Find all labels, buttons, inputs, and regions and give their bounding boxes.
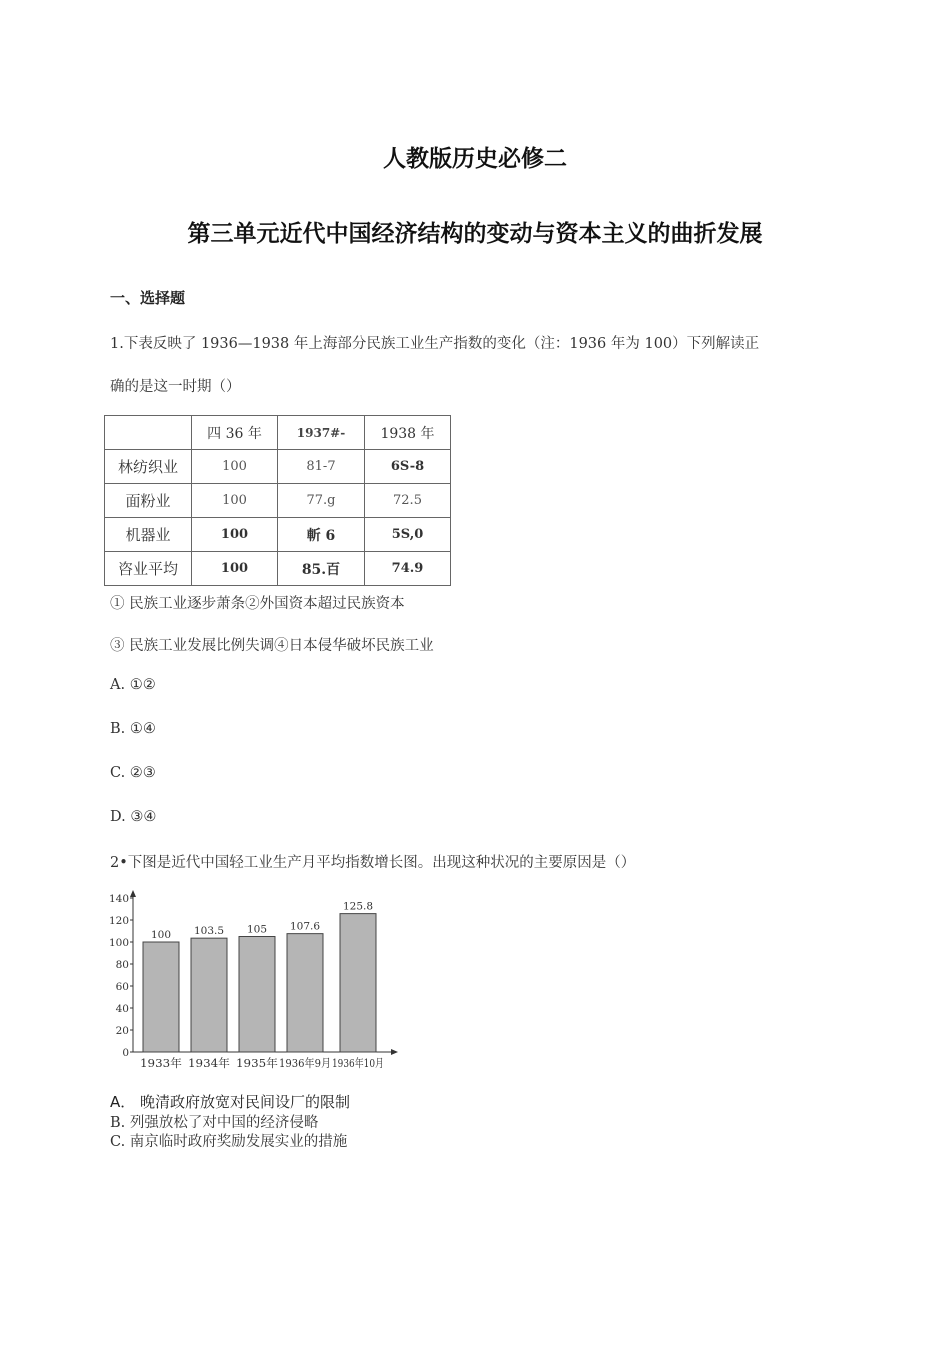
document-title: 人教版历史必修二 bbox=[383, 146, 567, 172]
q1-option-d[interactable]: D. ③④ bbox=[110, 809, 157, 825]
y-axis-arrow bbox=[130, 890, 136, 897]
q1-option-c[interactable]: C. ②③ bbox=[110, 765, 156, 781]
table-row bbox=[105, 518, 451, 552]
bar bbox=[340, 914, 376, 1052]
q1-option-b[interactable]: B. ①④ bbox=[110, 721, 156, 737]
section-heading: 一、选择题 bbox=[110, 289, 186, 307]
table-header-cell bbox=[105, 416, 192, 450]
x-tick-label: 1934年 bbox=[188, 1056, 231, 1070]
bar-value-label: 107.6 bbox=[289, 920, 321, 933]
q1-data-table bbox=[104, 415, 451, 586]
table-cell: 100 bbox=[192, 450, 278, 484]
y-tick-label: 80 bbox=[115, 959, 129, 971]
table-cell: 77.g bbox=[278, 484, 365, 518]
bar bbox=[239, 937, 275, 1053]
table-header-cell: 1937#- bbox=[278, 416, 365, 450]
table-cell: 斬 6 bbox=[278, 518, 365, 552]
y-tick-label: 20 bbox=[115, 1025, 129, 1037]
q2-stem: 2•下图是近代中国轻工业生产月平均指数增长图。出现这种状况的主要原因是（） bbox=[110, 855, 636, 871]
q1-stem-line1: 1.下表反映了 1936—1938 年上海部分民族工业生产指数的变化（注：1936 年为 100）下列解读正 bbox=[110, 336, 760, 352]
y-tick-label: 0 bbox=[122, 1047, 129, 1059]
q1-stem-line2: 确的是这一时期（） bbox=[110, 379, 241, 395]
y-tick-label: 140 bbox=[108, 893, 129, 905]
q1-statements-line1: ① 民族工业逐步萧条②外国资本超过民族资本 bbox=[110, 596, 405, 612]
document-subtitle: 第三单元近代中国经济结构的变动与资本主义的曲折发展 bbox=[187, 221, 763, 247]
x-tick-label: 1933年 bbox=[140, 1056, 183, 1070]
q1-statements-line2: ③ 民族工业发展比例失调④日本侵华破坏民族工业 bbox=[110, 638, 434, 654]
table-header-row bbox=[105, 416, 451, 450]
table-cell: 72.5 bbox=[365, 484, 451, 518]
q2-option-a[interactable]: A． 晚清政府放宽对民间设厂的限制 bbox=[110, 1093, 351, 1111]
table-cell: 林纺织业 bbox=[105, 450, 192, 484]
table-cell: 机器业 bbox=[105, 518, 192, 552]
q2-option-c[interactable]: C. 南京临时政府奖励发展实业的措施 bbox=[110, 1134, 348, 1150]
table-cell: 85.百 bbox=[278, 552, 365, 586]
table-row bbox=[105, 484, 451, 518]
table-cell: 咨业平均 bbox=[105, 552, 192, 586]
bar bbox=[287, 934, 323, 1052]
y-tick-label: 40 bbox=[115, 1003, 129, 1015]
table-cell: 100 bbox=[192, 518, 278, 552]
x-tick-label: 1935年 bbox=[236, 1056, 279, 1070]
x-tick-label: 1936年9月 bbox=[279, 1056, 331, 1070]
bar-chart bbox=[104, 886, 404, 1074]
bar-value-label: 100 bbox=[150, 929, 172, 941]
table-cell: 74.9 bbox=[365, 552, 451, 586]
q1-option-a[interactable]: A. ①② bbox=[110, 677, 156, 693]
table-row bbox=[105, 552, 451, 586]
bar-value-label: 105 bbox=[246, 923, 268, 936]
table-header-cell: 1938 年 bbox=[365, 416, 451, 450]
q2-option-b[interactable]: B. 列强放松了对中国的经济侵略 bbox=[110, 1115, 319, 1131]
x-tick-label: 1936年10月 bbox=[332, 1056, 384, 1070]
bar-value-label: 103.5 bbox=[193, 925, 225, 938]
bar bbox=[143, 942, 179, 1052]
x-axis-arrow bbox=[391, 1049, 398, 1055]
table-header-cell: 四 36 年 bbox=[192, 416, 278, 450]
bar-value-label: 125.8 bbox=[342, 900, 374, 913]
table-cell: 面粉业 bbox=[105, 484, 192, 518]
table-cell: 81-7 bbox=[278, 450, 365, 484]
table-cell: 100 bbox=[192, 484, 278, 518]
y-tick-label: 100 bbox=[108, 937, 129, 949]
table-row bbox=[105, 450, 451, 484]
y-tick-label: 60 bbox=[115, 981, 129, 993]
table-cell: 100 bbox=[192, 552, 278, 586]
bar bbox=[191, 938, 227, 1052]
y-tick-label: 120 bbox=[108, 915, 129, 927]
table-cell: 6S-8 bbox=[365, 450, 451, 484]
table-cell: 5S,0 bbox=[365, 518, 451, 552]
